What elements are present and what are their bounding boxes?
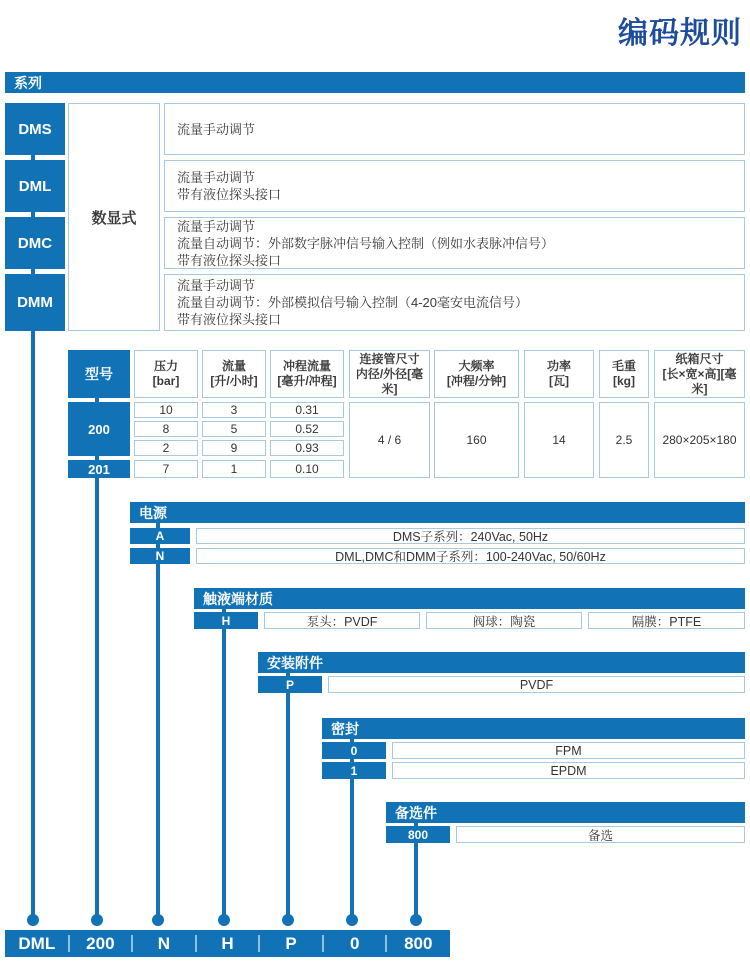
section-option-bar: 备选件 — [386, 802, 745, 823]
spec-cell: 0.31 — [270, 402, 344, 418]
header-line: [瓦] — [549, 374, 569, 388]
material-value-valveball: 阀球：陶瓷 — [426, 612, 582, 629]
code-segment-material: H — [196, 930, 260, 957]
connector-dot — [91, 914, 103, 926]
spec-shared-power: 14 — [524, 402, 594, 478]
series-desc-dmm — [164, 274, 745, 331]
spec-header-carton — [654, 350, 745, 398]
desc-line: 流量手动调节 — [177, 278, 256, 293]
spec-shared-carton: 280×205×180 — [654, 402, 745, 478]
desc-line: 流量手动调节 — [177, 121, 256, 137]
spec-cell: 3 — [202, 402, 266, 418]
header-line: [升/小时] — [210, 374, 258, 388]
seal-code-1: 1 — [322, 762, 386, 779]
power-value-n: DML,DMC和DMM子系列：100-240Vac, 50/60Hz — [196, 548, 745, 564]
series-code-dmm: DMM — [5, 274, 65, 331]
header-line: 连接管尺寸 — [359, 351, 420, 366]
desc-line: 流量自动调节：外部数字脉冲信号输入控制（例如水表脉冲信号） — [177, 235, 555, 251]
header-line: 流量 — [221, 359, 246, 373]
spec-cell: 5 — [202, 421, 266, 437]
desc-line: 带有液位探头接口 — [177, 252, 282, 268]
series-desc-dms — [164, 103, 745, 155]
code-segment-model: 200 — [69, 930, 133, 957]
desc-line: 带有液位探头接口 — [177, 187, 282, 202]
spec-cell: 1 — [202, 460, 266, 478]
example-code-bar — [5, 930, 450, 957]
option-code-800: 800 — [386, 826, 450, 843]
spec-header-weight — [599, 350, 649, 398]
header-line: 毛重 — [611, 359, 636, 373]
header-line: 大频率 — [458, 359, 495, 373]
connector-line-mounting — [286, 660, 290, 920]
material-code-h: H — [194, 612, 258, 629]
mounting-code-p: P — [258, 676, 322, 693]
spec-header-frequency — [434, 350, 519, 398]
spec-header-stroke-flow — [270, 350, 344, 398]
series-code-dml: DML — [5, 160, 65, 212]
connector-dot — [282, 914, 294, 926]
model-200: 200 — [68, 402, 130, 456]
connector-dot — [27, 914, 39, 926]
section-power-bar: 电源 — [130, 502, 745, 523]
header-line: [毫升/冲程] — [277, 374, 337, 388]
connector-dot — [346, 914, 358, 926]
code-segment-mounting: P — [259, 930, 323, 957]
connector-dot — [152, 914, 164, 926]
spec-cell: 0.10 — [270, 460, 344, 478]
series-code-dmc: DMC — [5, 217, 65, 269]
code-segment-power: N — [132, 930, 196, 957]
spec-header-pipe — [349, 350, 430, 398]
desc-line: 流量手动调节 — [177, 218, 256, 234]
option-value: 备选 — [456, 826, 745, 843]
mounting-value: PVDF — [328, 676, 745, 693]
spec-header-model: 型号 — [68, 350, 130, 398]
spec-header-power — [524, 350, 594, 398]
connector-dot — [410, 914, 422, 926]
spec-cell: 7 — [134, 460, 198, 478]
connector-line-power — [156, 510, 160, 920]
spec-cell: 0.93 — [270, 440, 344, 456]
material-value-pumphead: 泵头：PVDF — [264, 612, 420, 629]
header-line: 冲程流量 — [282, 359, 331, 373]
spec-shared-pipe: 4 / 6 — [349, 402, 430, 478]
spec-cell: 0.52 — [270, 421, 344, 437]
header-line: 内径/外径[毫米] — [355, 366, 424, 396]
model-201: 201 — [68, 460, 130, 478]
code-segment-series: DML — [18, 933, 56, 953]
spec-shared-weight: 2.5 — [599, 402, 649, 478]
header-line: 功率 — [546, 359, 571, 373]
page-title: 编码规则 — [618, 17, 742, 50]
series-code-dms: DMS — [5, 103, 65, 155]
header-line: [bar] — [152, 374, 180, 388]
spec-shared-frequency: 160 — [434, 402, 519, 478]
section-mounting-bar: 安装附件 — [258, 652, 745, 673]
header-line: 压力 — [153, 359, 178, 373]
series-desc-dml — [164, 160, 745, 212]
spec-cell: 9 — [202, 440, 266, 456]
seal-value-fpm: FPM — [392, 742, 745, 759]
section-seal-bar: 密封 — [322, 718, 745, 739]
desc-line: 流量自动调节：外部模拟信号输入控制（4-20毫安电流信号） — [177, 295, 529, 310]
power-code-n: N — [130, 548, 190, 564]
spec-cell: 10 — [134, 402, 198, 418]
header-line: [冲程/分钟] — [446, 374, 507, 388]
power-code-a: A — [130, 528, 190, 544]
series-type-label: 数显式 — [68, 103, 160, 331]
section-material-bar: 触液端材质 — [194, 588, 745, 609]
connector-dot — [218, 914, 230, 926]
header-line: [长×宽×高][毫米] — [662, 366, 737, 396]
spec-header-flow — [202, 350, 266, 398]
spec-header-pressure — [134, 350, 198, 398]
power-value-a: DMS子系列：240Vac, 50Hz — [196, 528, 745, 544]
material-value-diaphragm: 隔膜：PTFE — [588, 612, 745, 629]
code-segment-option: 800 — [386, 930, 450, 957]
series-desc-dmc — [164, 217, 745, 269]
seal-value-epdm: EPDM — [392, 762, 745, 779]
connector-line-material — [222, 596, 226, 920]
header-line: [kg] — [613, 374, 635, 388]
desc-line: 带有液位探头接口 — [177, 312, 282, 327]
seal-code-0: 0 — [322, 742, 386, 759]
spec-cell: 2 — [134, 440, 198, 456]
spec-cell: 8 — [134, 421, 198, 437]
series-header-bar: 系列 — [5, 72, 745, 93]
header-line: 纸箱尺寸 — [675, 351, 724, 366]
desc-line: 流量手动调节 — [177, 170, 256, 185]
code-segment-seal: 0 — [323, 930, 387, 957]
